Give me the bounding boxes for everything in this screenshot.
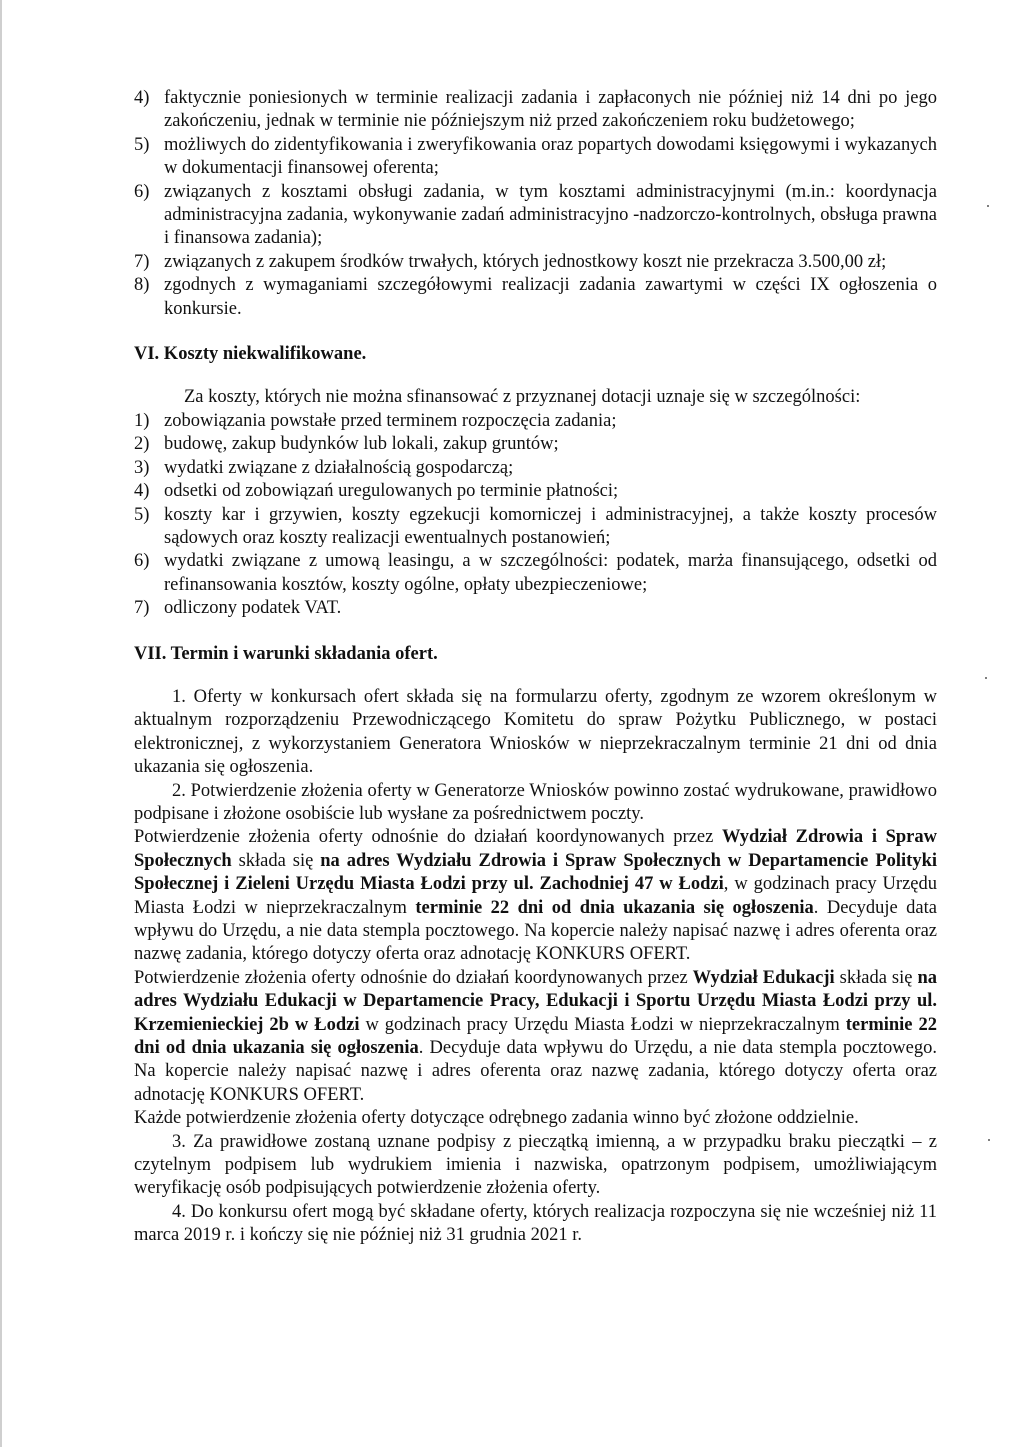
section-vii-paragraph-3: 3. Za prawidłowe zostaną uznane podpisy z pieczątką imienną, a w przypadku braku pieczątki – z czytelnym podpisem lub wydrukiem imienia i nazwiska, opatrzonym podpisem, umożliwiającym weryfikację osób podpisujących potwierdzenie złożenia oferty. <box>134 1131 937 1199</box>
document-page <box>134 87 937 1248</box>
section-vi-intro: Za koszty, których nie można sfinansować z przyznanej dotacji uznaje się w szczególności: <box>184 387 861 408</box>
list-item: 1) zobowiązania powstałe przed terminem rozpoczęcia zadania; <box>134 410 617 431</box>
separate-submission-paragraph: Każde potwierdzenie złożenia oferty dotyczące odrębnego zadania winno być złożone oddzielnie. <box>134 1108 859 1129</box>
list-item: 7) związanych z zakupem środków trwałych, których jednostkowy koszt nie przekracza 3.500,00 zł; <box>134 251 887 272</box>
list-item: 2) budowę, zakup budynków lub lokali, zakup gruntów; <box>134 434 559 455</box>
scan-speck <box>988 1139 990 1141</box>
list-item: 4) faktycznie poniesionych w terminie realizacji zadania i zapłaconych nie później niż 14 dni po jego zakończeniu, jednak w terminie nie późniejszym niż przed zakończeniem roku budżetowego; <box>134 88 937 132</box>
section-vii-paragraph-2: 2. Potwierdzenie złożenia oferty w Generatorze Wniosków powinno zostać wydrukowane, prawidłowo podpisane i złożone osobiście lub wysłane za pośrednictwem poczty. <box>134 780 937 824</box>
list-item: 3) wydatki związane z działalnością gospodarczą; <box>134 457 514 478</box>
scan-speck <box>985 677 987 679</box>
section-vii-paragraph-4: 4. Do konkursu ofert mogą być składane oferty, których realizacja rozpoczyna się nie wcześniej niż 11 marca 2019 r. i kończy się nie później niż 31 grudnia 2021 r. <box>134 1201 937 1246</box>
scan-speck <box>987 205 989 207</box>
list-item: 8) zgodnych z wymaganiami szczegółowymi realizacji zadania zawartymi w części IX ogłoszenia o konkursie. <box>134 275 937 319</box>
ineligible-costs-list <box>134 410 937 621</box>
section-vi-heading: VI. Koszty niekwalifikowane. <box>134 344 367 365</box>
scan-edge <box>0 0 2 1447</box>
section-vii-paragraph-1: 1. Oferty w konkursach ofert składa się na formularzu oferty, zgodnym ze wzorem określonym w aktualnym rozporządzeniu Przewodniczącego Komitetu do spraw Pożytku Publicznego, w postaci elektronicznej, z wykorzystaniem Generatora Wniosków w nieprzekraczalnym terminie 21 dni od dnia ukazania się ogłoszenia. <box>134 686 937 778</box>
section-vii-heading: VII. Termin i warunki składania ofert. <box>134 643 438 664</box>
education-department-paragraph: Potwierdzenie złożenia oferty odnośnie do działań koordynowanych przez Wydział Edukacji składa się na adres Wydziału Edukacji w Departamencie Pracy, Edukacji i Sportu Urzędu Miasta Łodzi przy ul. Krzemienieckiej 2b w Łodzi w godzinach pracy Urzędu Miasta Łodzi w nieprzekraczalnym terminie 22 dni od dnia ukazania się ogłoszenia. Decyduje data wpływu do Urzędu, a nie data stempla pocztowego. Na kopercie należy napisać nazwę i adres oferenta oraz nazwę zadania, którego dotyczy oferta oraz adnotację KONKURS OFERT. <box>134 967 937 1105</box>
list-item: 7) odliczony podatek VAT. <box>134 598 342 619</box>
list-item: 6) wydatki związane z umową leasingu, a w szczególności: podatek, marża finansującego, odsetki od refinansowania kosztów, koszty ogólne, opłaty ubezpieczeniowe; <box>134 551 937 595</box>
eligible-costs-list <box>134 87 937 321</box>
list-item: 5) możliwych do zidentyfikowania i zweryfikowania oraz popartych dowodami księgowymi i wykazanych w dokumentacji finansowej oferenta; <box>134 134 937 179</box>
list-item: 5) koszty kar i grzywien, koszty egzekucji komorniczej i administracyjnej, a także koszty procesów sądowych oraz koszty realizacji ewentualnych postanowień; <box>134 504 937 548</box>
list-item: 6) związanych z kosztami obsługi zadania, w tym kosztami administracyjnymi (m.in.: koordynacja administracyjna zadania, wykonywanie zadań administracyjno -nadzorczo-kontrolnych, obsługa prawna i finansowa zadania); <box>134 181 937 249</box>
health-department-paragraph: Potwierdzenie złożenia oferty odnośnie do działań koordynowanych przez Wydział Zdrowia i Spraw Społecznych składa się na adres Wydziału Zdrowia i Spraw Społecznych w Departamencie Polityki Społecznej i Zieleni Urzędu Miasta Łodzi przy ul. Zachodniej 47 w Łodzi, w godzinach pracy Urzędu Miasta Łodzi w nieprzekraczalnym terminie 22 dni od dnia ukazania się ogłoszenia. Decyduje data wpływu do Urzędu, a nie data stempla pocztowego. Na kopercie należy napisać nazwę i adres oferenta oraz nazwę zadania, którego dotyczy oferta oraz adnotację KONKURS OFERT. <box>134 827 937 965</box>
list-item: 4) odsetki od zobowiązań uregulowanych po terminie płatności; <box>134 481 619 502</box>
